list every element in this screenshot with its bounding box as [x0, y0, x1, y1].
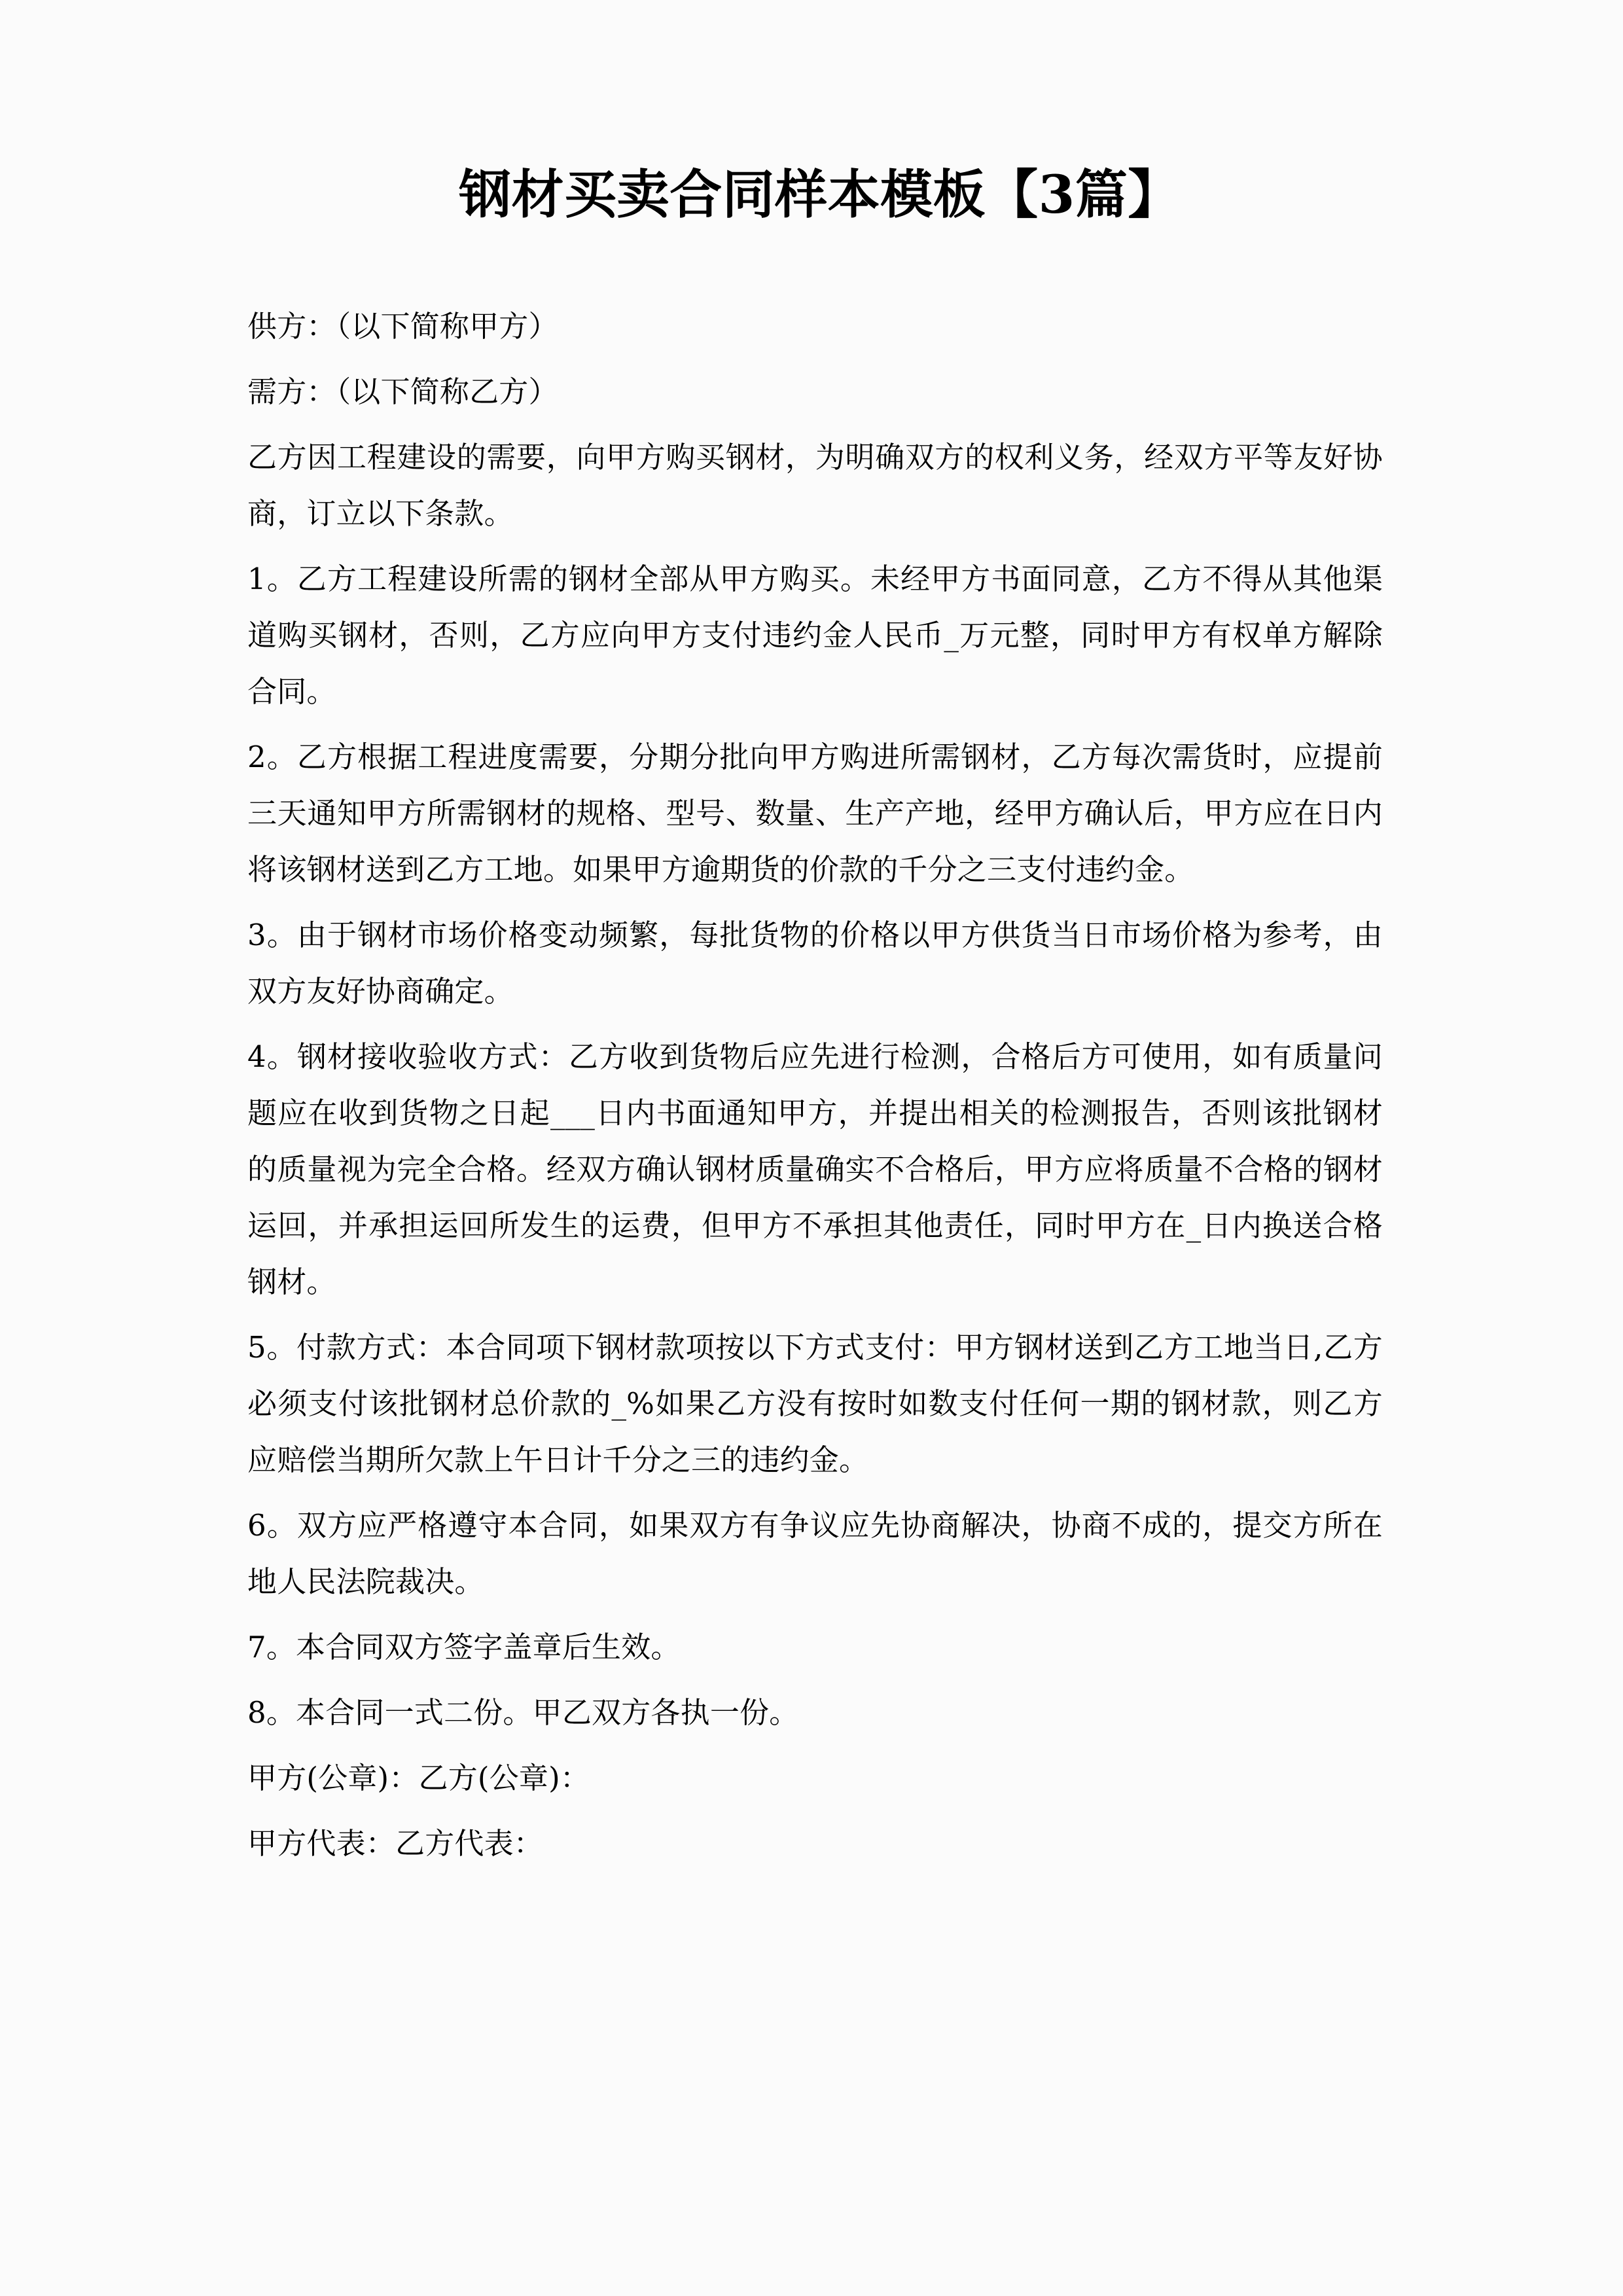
- clause-2: 2。乙方根据工程进度需要，分期分批向甲方购进所需钢材，乙方每次需货时，应提前三天通知甲方所需钢材的规格、型号、数量、生产产地，经甲方确认后，甲方应在日内将该钢材送到乙方工地。如果甲方逾期货的价款的千分之三支付违约金。: [247, 740, 1383, 888]
- clause-7: 7。本合同双方签字盖章后生效。: [247, 1630, 681, 1665]
- clause-5: 5。付款方式：本合同项下钢材款项按以下方式支付：甲方钢材送到乙方工地当日,乙方必须支付该批钢材总价款的_%如果乙方没有按时如数支付任何一期的钢材款，则乙方应赔偿当期所欠款上午日计千分之三的违约金。: [247, 1330, 1383, 1478]
- clause-3: 3。由于钢材市场价格变动频繁，每批货物的价格以甲方供货当日市场价格为参考，由双方友好协商确定。: [247, 918, 1383, 1009]
- seal-signature-line: 甲方(公章)：乙方(公章)：: [247, 1761, 590, 1796]
- preamble-paragraph: 乙方因工程建设的需要，向甲方购买钢材，为明确双方的权利义务，经双方平等友好协商，订立以下条款。: [247, 440, 1383, 531]
- clause-6: 6。双方应严格遵守本合同，如果双方有争议应先协商解决，协商不成的，提交方所在地人民法院裁决。: [247, 1508, 1383, 1600]
- supplier-line: 供方：（以下简称甲方）: [247, 309, 558, 344]
- clause-1: 1。乙方工程建设所需的钢材全部从甲方购买。未经甲方书面同意，乙方不得从其他渠道购买钢材，否则，乙方应向甲方支付违约金人民币_万元整，同时甲方有权单方解除合同。: [247, 562, 1383, 709]
- page-title: 钢材买卖合同样本模板【3篇】: [459, 164, 1181, 225]
- buyer-line: 需方：（以下简称乙方）: [247, 374, 558, 410]
- document-body: [247, 164, 1383, 1872]
- clause-8: 8。本合同一式二份。甲乙双方各执一份。: [247, 1695, 799, 1731]
- representative-signature-line: 甲方代表：乙方代表：: [247, 1826, 544, 1861]
- clause-4: 4。钢材接收验收方式：乙方收到货物后应先进行检测，合格后方可使用，如有质量问题应在收到货物之日起___日内书面通知甲方，并提出相关的检测报告，否则该批钢材的质量视为完全合格。经双方确认钢材质量确实不合格后，甲方应将质量不合格的钢材运回，并承担运回所发生的运费，但甲方不承担其他责任，同时甲方在_日内换送合格钢材。: [247, 1039, 1383, 1300]
